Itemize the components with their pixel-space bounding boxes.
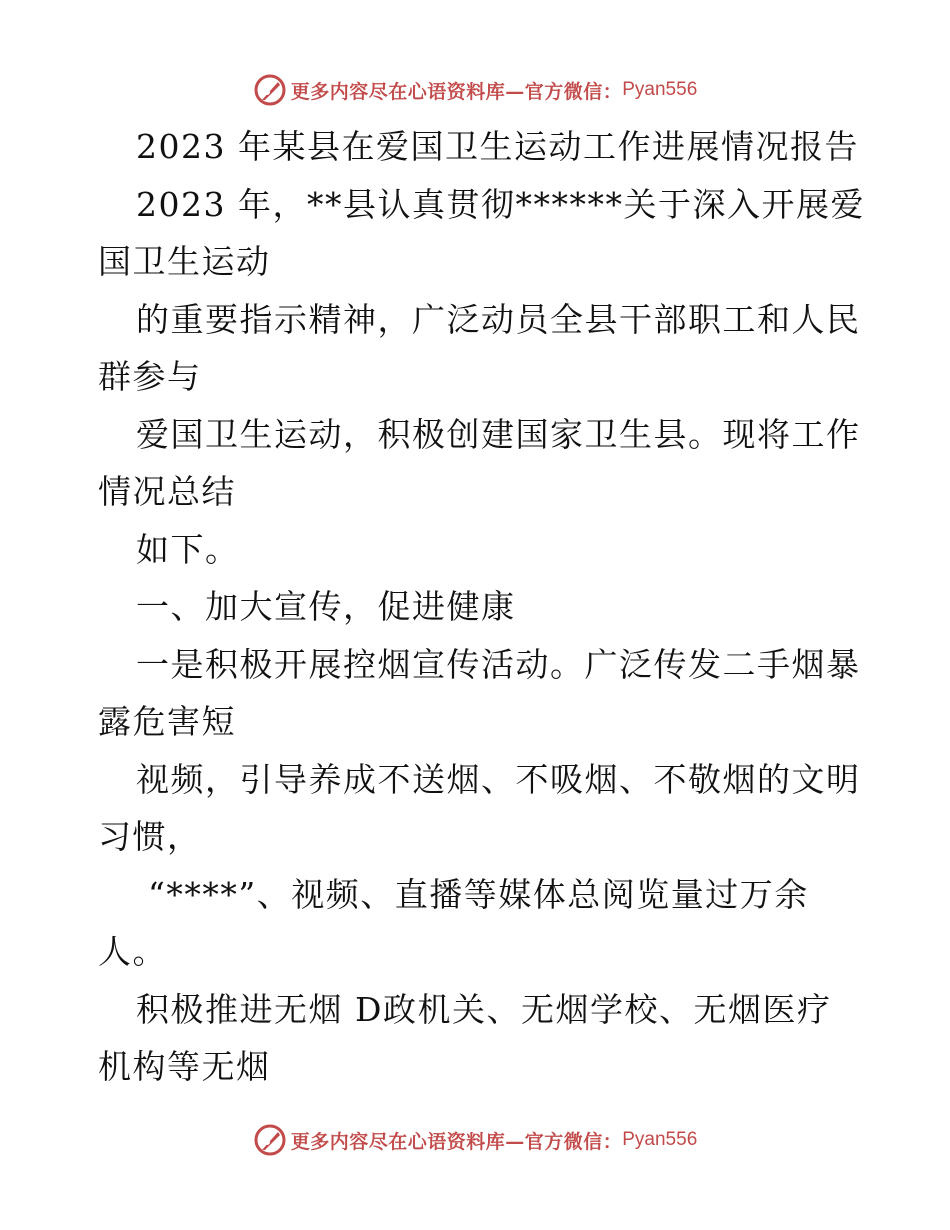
paragraph-line: 2023 年，**县认真贯彻******关于深入开展爱 [136, 184, 865, 224]
quill-logo-icon [253, 73, 287, 107]
quill-logo-icon [253, 1123, 287, 1157]
footer-watermark [0, 1120, 950, 1160]
paragraph-line: 群参与 [98, 357, 202, 396]
document-title: 2023 年某县在爱国卫生运动工作进展情况报告 [136, 127, 859, 166]
watermark-text: 更多内容尽在心语资料库—官方微信： [290, 1130, 623, 1153]
section-heading: 一、加大宣传，促进健康 [136, 587, 516, 626]
document-body [98, 118, 865, 1096]
watermark-wechat-id: Pyan556 [622, 1129, 698, 1150]
paragraph-line: 人。 [98, 932, 167, 971]
paragraph-line: 积极推进无烟 D政机关、无烟学校、无烟医疗 [136, 989, 832, 1029]
paragraph-line: 习惯， [98, 817, 202, 856]
paragraph-line: 的重要指示精神，广泛动员全县干部职工和人民 [136, 299, 861, 339]
paragraph-line: 国卫生运动 [98, 242, 271, 281]
paragraph-line: 视频，引导养成不送烟、不吸烟、不敬烟的文明 [136, 759, 861, 799]
paragraph-line: 如下。 [136, 529, 240, 569]
watermark-wechat-id: Pyan556 [622, 79, 698, 100]
paragraph-line: 露危害短 [98, 702, 236, 741]
paragraph-line: 机构等无烟 [98, 1047, 271, 1086]
paragraph-line: “****”、视频、直播等媒体总阅览量过万余 [148, 874, 809, 914]
paragraph-line: 一是积极开展控烟宣传活动。广泛传发二手烟暴 [136, 644, 861, 684]
header-watermark [0, 70, 950, 110]
paragraph-line: 情况总结 [98, 472, 236, 511]
paragraph-line: 爱国卫生运动，积极创建国家卫生县。现将工作 [136, 414, 861, 454]
watermark-text: 更多内容尽在心语资料库—官方微信： [290, 80, 623, 103]
